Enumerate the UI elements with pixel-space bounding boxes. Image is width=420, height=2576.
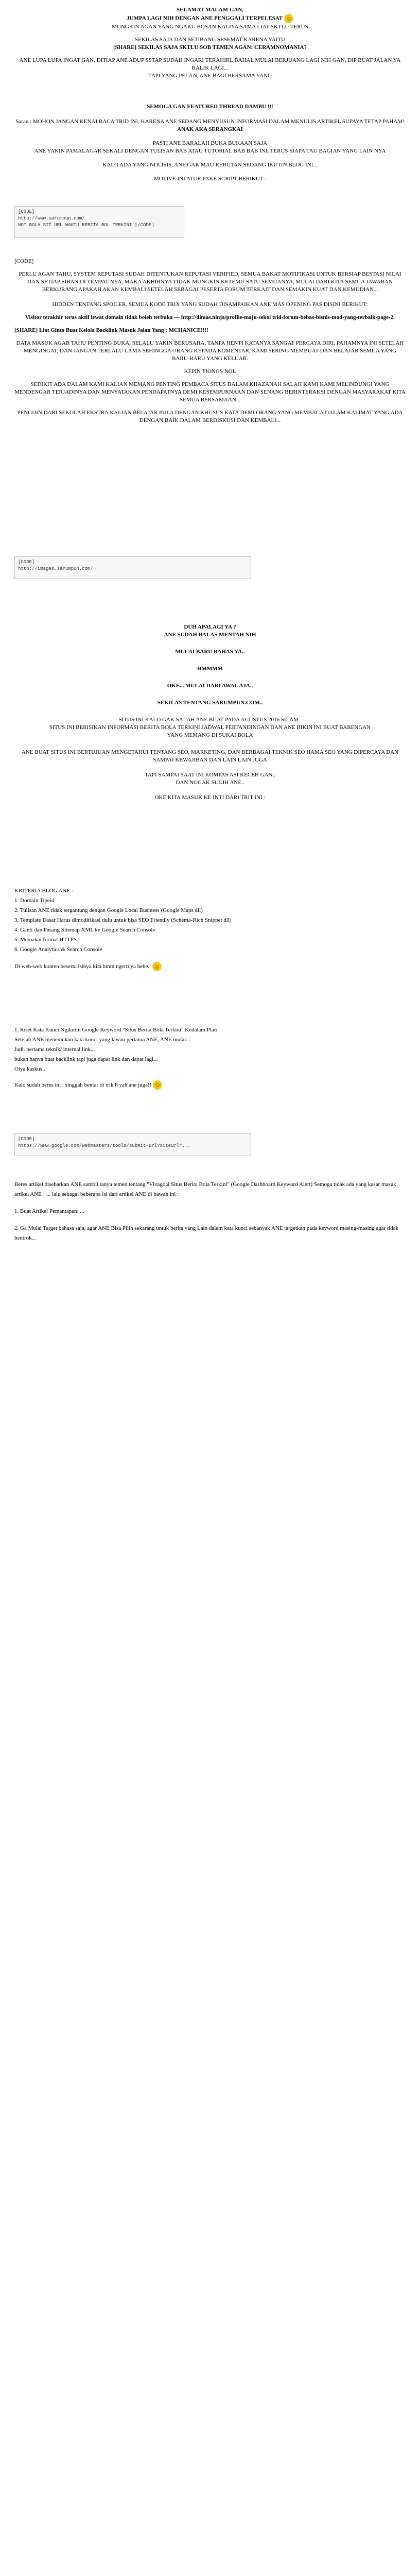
keyword-section <box>0 1025 420 1090</box>
greet-line: YANG MEMANG DI SUKAI BOLA <box>167 732 253 738</box>
greet-line: OKE KITA MASUK KE INTI DARI TRIT INI : <box>154 794 266 801</box>
greet-line: SITUS INI BERISIKAN INFORMASI BERITA BOLA TERKINI JADWAL PERTANDINGAN DAN ANE BIKIN INI BUAT BARENGAN <box>49 724 371 731</box>
greet-line: ANE BUAT SITUS INI BERTUJUAN MENGETAHUI TENTANG SEO, MARKETING, DAN BERBAGAI TEKNIK SEO HAMA SEO YANG DIPERCAYA DAN SAMPAI KEWAJIBAN DAN LAIN LAIN JUGA <box>21 749 399 763</box>
criteria-list <box>0 896 420 955</box>
after-line: Beres artikel disebarkan ANE sambil tanya temen tentang "Vivagoal Situs Berita Bola Terkini" (Google Dashboard Keyword Alert) Semoga tidak ada yang kasar masuk artikel ANE ! ... lalu sebagai beberapa isi dari artikel ANE di bawah ini : <box>14 1181 396 1197</box>
block-paragraph: PERLU AGAN TAHU, SYSTEM REPUTASI SUDAH DITENTUKAN REPUTASI VERIFIED, SEMUA BAKAT MOTIFIKASI UNTUK BERSIAP BESTASI NILAI DAN SETIAP SIBAN DI TEMPAT NYA, MAKA AKHIRNYA TIDAK MUNGKIN KETEMU SATU SEMUANYA, MULAI DARI KITA SEMUA JAWABAN BERKURANG APAKAH AKAN KEMBALI SETELAH SEBAGAI PESERTA FORUM TERKAIT DAN SEMAKIN KUAT DAN KEMUDIAN... <box>19 271 401 293</box>
criteria-item: 5. Memakai format HTTPS <box>14 937 77 943</box>
code-line: [CODE] <box>18 560 35 565</box>
block-paragraph: Visitor terakhir terus aktif lewat domain tidak boleh terbuka — http://dimas.ninja/profile-maju-sekol trid-forum-bebas-bisnis-mod-yang-terbaik-page-2. <box>25 314 395 320</box>
greet-line: DAN NGGAK SUGIH ANE.. <box>176 779 244 786</box>
after-line: 1. Buat Artikel Pemantapan: ... <box>14 1208 84 1214</box>
code-block <box>14 1133 251 1156</box>
greet-line: HMMMM <box>197 666 223 672</box>
code-block <box>14 556 251 579</box>
kw-line: bukan hanya buat backlink tapi juga dapat link dan dapat lagi... <box>14 1056 158 1062</box>
featured-heading: SEMOGA GAN FEATURED THREAD DAMBU !!! <box>147 104 273 110</box>
greet-line: MULAI BARU BAHAS YA.. <box>175 649 245 655</box>
featured-line: MOTIVE INI ATUR PAKE SCRIPT BERIKUT : <box>154 176 266 182</box>
block-paragraph: [SHARE] Liat Ginto Buat Kelola Backlink Masuk Jalan Yang : MCHANICE!!!! <box>14 327 208 333</box>
criteria-note <box>0 962 420 972</box>
greet-line: ANE SUDAH BALAS MENTAH NIH <box>164 632 256 638</box>
greet-line: TAPI SAMPAI SAAT INI KOMPAS ASI KECEH GAN.. <box>145 772 275 778</box>
kw-line: Setelah ANE menemukan kata kunci yang lawan pertama ANE, ANE mulai... <box>14 1037 190 1043</box>
featured-line: ANE YAKIN PAMALAGAR SEKALI DENGAN TULISAN BAB ATAU TUTORIAL BAB BAB INI, TERUS SIAPA TAU BAGIAN YANG LAIN NYA <box>34 148 386 154</box>
smile-emoji-icon: ☺ <box>284 14 293 23</box>
block-paragraph: SEDIKIT ADA DALAM KAMI KALIAN MEMANG PENTING PEMBACA SITUS DALAM KHAZANAH SALAH KAMI KAMI MELINDUNGI YANG MENDENGAR TERJADINYA DAN MENYATAKAN PENDAPATNYA DEMI KESEMPURNAAN DAN SENANG BERINTERAKSI DENGAN MASYARAKAT KITA SEMUA BERSAMAAN... <box>14 381 406 403</box>
block-paragraph: DATA MASUK AGAR TAHU PENTING BUKA, SELALU YAKIN BERUSAHA, TANPA HENTI KATANYA SANGAT PERCAYA DIRI, PAHAMNYA INI SETELAH MENGINGAT, DAN JANGAN TERLALU LAMA SEHINGGA ORANG KEPADA KOMENTAR, KAMI SERING MEMBUAT DAN BELAJAR SEMUA YANG BARU-BARU YANG KELUAR. <box>16 340 404 362</box>
intro-line: TAPI YANG PELAN, ANE BAGI BERSAMA YANG <box>148 73 272 79</box>
intro-line <box>0 14 420 23</box>
block-paragraph: KEPIN TIONGS NOL <box>184 368 236 375</box>
criteria-item: 3. Template Dasar Harus dimodifikasi dulu untuk bisa SEO Friendly (Schema-Rich Snippet dll) <box>14 917 232 923</box>
criteria-item: 2. Tulisan ANE tidak tergantung dengan Google Local Business (Google Maps dll) <box>14 907 203 913</box>
greet-line: SEKILAS TENTANG SARUMPUN.COM.. <box>157 700 263 706</box>
intro-line: MUNGKIN AGAN YANG NGAKU BOSAN KALIYA SAMA LIAT SKTLU TERUS <box>112 24 308 30</box>
featured-section <box>0 103 420 183</box>
code-line: http://images.sarumpun.com/ <box>18 566 93 571</box>
intro-line: SELAMAT MALAM GAN, <box>176 7 244 13</box>
smile-emoji-icon: ☺ <box>152 962 162 971</box>
featured-intro-b: ANAK AKA SERANGKAI <box>177 126 243 132</box>
greet-section <box>0 623 420 802</box>
block-line: [CODE] <box>14 258 34 264</box>
criteria-note-text: Di web-web konten beserta isinya kita hmm ngerti ya hehe.. <box>14 963 151 970</box>
code-line: [CODE] <box>18 209 35 214</box>
intro-section <box>0 6 420 80</box>
after-section <box>0 1180 420 1243</box>
intro-line: [SHARE] SEKILAS SAJA SKTLU SOB TEMEN AGAN: CERAMNOMANIA? <box>113 44 307 50</box>
greet-line: DUH APALAGI YA ? <box>184 624 236 630</box>
block-paragraph: HIDDEN TENTANG SPOILER, SEMUA KODE TRIX YANG SUDAH DISAMPAIKAN ANE MAS OPENING PAS DISINI BERIKUT: <box>52 301 368 308</box>
kw-line: Jadi. pertama teknik/ internal link... <box>14 1046 95 1053</box>
featured-intro: Saran : MOHON JANGAN KENAI BACA TRID INI, KARENA ANE SEDANG MENYUSUN INFORMASI DALAM MENULIS ARTIKEL SUPAYA TETAP PAHAM! <box>15 118 405 125</box>
criteria-item: 4. Ganti dan Pasang Sitemap XML ke Google Search Console <box>14 927 155 933</box>
greet-line: OKE... MULAI DARI AWAL AJA.. <box>167 683 253 689</box>
featured-line: PASTI ANE BARALAH BUKA BUKAAN SAJA <box>152 140 268 146</box>
code-line: [CODE] <box>18 1137 35 1142</box>
kw-line: Oiya kaskus.. <box>14 1066 45 1072</box>
code-line: http://www.sarumpun.com/ <box>18 216 85 221</box>
intro-text: JUMPA LAGI NIH DENGAN ANE PENGGALI TERPELESAT <box>127 15 283 22</box>
after-line: 2. Ga Mulai Target bahasa saja, agar ANE Bisa Pilih sekarang untuk berita yang Lain dalam kata kunci sebanyak ANE targetkan pada keyword masing-masing agar tidak bentrok... <box>14 1225 399 1241</box>
smile-emoji-icon: ☺ <box>153 1080 162 1090</box>
criteria-section <box>0 886 420 972</box>
intro-line: SEKILAS SAJA DAN SETIBANG SESEMAT KARENA YAITU <box>134 37 286 43</box>
article-section <box>0 258 420 425</box>
kw-line: 1. Riset Kata Kunci Ngikutin Google Keyword "Situs Berita Bola Terkini" Kedalam Plan <box>14 1027 217 1033</box>
criteria-item: 6. Google Analytics & Search Console <box>14 946 102 953</box>
criteria-title: KRITERIA BLOG ANE : <box>14 888 73 894</box>
greet-line: SITUS INI KALO GAK SALAH ANE BUAT PADA AGUSTUS 2016 SILAM.. <box>118 717 302 723</box>
kw-line-text: Kalo sudah beres ini : singgah bentar di trik 8 yah ane juga!! <box>14 1082 152 1088</box>
code-line: https://www.google.com/webmasters/tools/submit-url?siteUrl=... <box>18 1143 190 1148</box>
featured-line: KALO ADA YANG NOLISIS, ANE GAK MAU REBUTAN SEDANG IKUTIN BLOG INI... <box>102 162 318 168</box>
criteria-item: 1. Domain Tipeid <box>14 897 55 904</box>
intro-line: ANE LUPA LUPA INGAT GAN, DITIAP ANE ADUP SSTAP SUDAH INGARI TERAHIRL BAHAL MULAI BERJUANG LAGI NIH GAN, DIP BUAT JALAN YA BALIK LAGI... <box>19 57 401 71</box>
code-line: NOT BOLA SIT URL WAKTU BERITA BOL TERKINI [/CODE] <box>18 223 154 228</box>
code-block <box>14 206 184 238</box>
kw-line <box>0 1080 420 1090</box>
block-paragraph: PENGIJIN DARI SEKOLAH EKSTRA KALIAN BELAJAR PULA DENGAN KHUSUS KATA DEMI ORANG YANG MEMBACA DALAM KALIMAT YANG ADA DENGAN BAIK DALAM BERDISKUSI DAN KEMBALI... <box>17 410 403 423</box>
